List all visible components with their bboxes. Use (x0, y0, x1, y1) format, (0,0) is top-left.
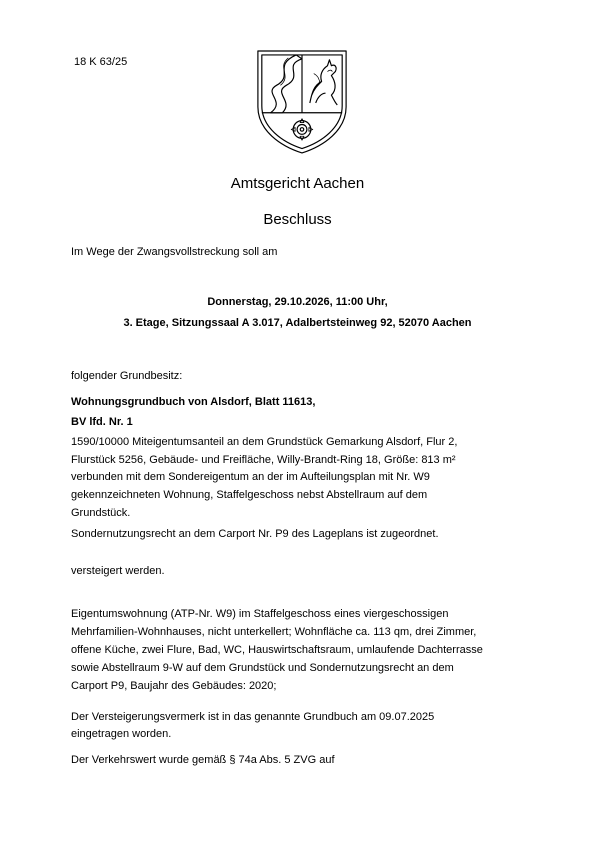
object-description-line: offene Küche, zwei Flure, Bad, WC, Hauswirtschaftsraum, umlaufende Dachterrasse (71, 644, 483, 656)
property-description-line: gekennzeichneten Wohnung, Staffelgeschoss nebst Abstellraum auf dem (71, 489, 428, 501)
appointment-date: Donnerstag, 29.10.2026, 11:00 Uhr, (207, 296, 388, 308)
property-description-line: 1590/10000 Miteigentumsanteil an dem Grundstück Gemarkung Alsdorf, Flur 2, (71, 436, 458, 448)
property-description-line: verbunden mit dem Sondereigentum an der im Aufteilungsplan mit Nr. W9 (71, 471, 430, 483)
nrw-coat-of-arms-icon (253, 46, 351, 156)
intro-text: Im Wege der Zwangsvollstreckung soll am (71, 246, 278, 258)
object-description-line: sowie Abstellraum 9-W auf dem Grundstück und Sondernutzungsrecht an dem (71, 662, 454, 674)
bv-line: BV lfd. Nr. 1 (71, 416, 133, 428)
object-description-line: Carport P9, Baujahr des Gebäudes: 2020; (71, 680, 277, 692)
document-title: Beschluss (263, 211, 332, 228)
registration-line: Der Versteigerungsvermerk ist in das genannte Grundbuch am 09.07.2025 (71, 711, 435, 723)
property-description-line: Flurstück 5256, Gebäude- und Freifläche, Willy-Brandt-Ring 18, Größe: 813 m² (71, 454, 456, 466)
file-number: 18 K 63/25 (74, 56, 128, 68)
land-register-line: Wohnungsgrundbuch von Alsdorf, Blatt 11613, (71, 396, 316, 408)
object-description-line: Eigentumswohnung (ATP-Nr. W9) im Staffelgeschoss eines viergeschossigen (71, 608, 449, 620)
object-description-line: Mehrfamilien-Wohnhauses, nicht unterkellert; Wohnfläche ca. 113 qm, drei Zimmer, (71, 626, 477, 638)
court-name: Amtsgericht Aachen (230, 175, 365, 192)
property-description-line: Sondernutzungsrecht an dem Carport Nr. P9 des Lageplans ist zugeordnet. (71, 528, 439, 540)
valuation-line: Der Verkehrswert wurde gemäß § 74a Abs. 5 ZVG auf (71, 754, 335, 766)
registration-line: eingetragen worden. (71, 728, 172, 740)
auction-phrase: versteigert werden. (71, 565, 165, 577)
property-intro: folgender Grundbesitz: (71, 370, 183, 382)
property-description-line: Grundstück. (71, 507, 131, 519)
appointment-location: 3. Etage, Sitzungssaal A 3.017, Adalbertsteinweg 92, 52070 Aachen (123, 317, 472, 329)
